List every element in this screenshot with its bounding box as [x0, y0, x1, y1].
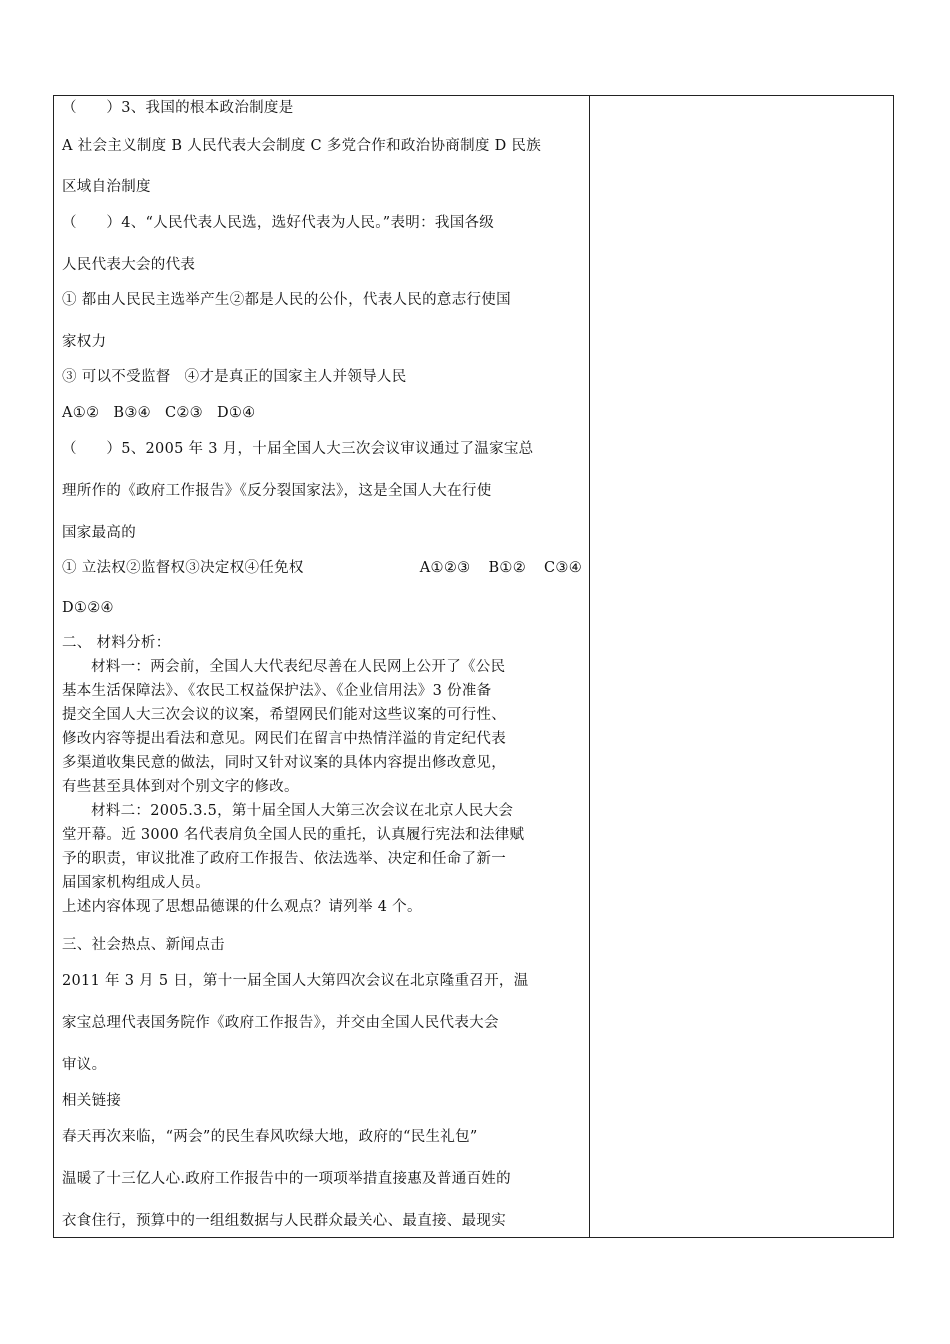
right-cell [590, 96, 893, 1237]
q5-stem-line3: 国家最高的 [62, 525, 136, 541]
q5-stem-line2: 理所作的《政府工作报告》《反分裂国家法》，这是全国人大在行使 [62, 483, 492, 499]
related-links-heading: 相关链接 [62, 1093, 122, 1109]
q3-options-line1: A 社会主义制度 B 人民代表大会制度 C 多党合作和政治协商制度 D 民族 [62, 138, 542, 154]
section2-question: 上述内容体现了思想品德课的什么观点？请列举 4 个。 [62, 899, 422, 915]
q5-items-options [62, 558, 582, 578]
section3-heading: 三、社会热点、新闻点击 [62, 937, 225, 953]
q3-options-line2: 区域自治制度 [62, 179, 151, 195]
section2-heading: 二、 材料分析： [62, 635, 171, 651]
material2-line: 堂开幕。近 3000 名代表肩负全国人民的重托，认真履行宪法和法律赋 [62, 827, 525, 843]
q4-item-line1: ① 都由人民民主选举产生②都是人民的公仆，代表人民的意志行使国 [62, 292, 511, 308]
material1-line: 提交全国人大三次会议的议案，希望网民们能对这些议案的可行性、 [62, 707, 506, 723]
q4-stem-line2: 人民代表大会的代表 [62, 257, 196, 273]
q5-option-a: A①②③ [419, 560, 471, 576]
q4-item-3: ③ 可以不受监督 [62, 369, 171, 385]
material2-line: 材料二：2005.3.5，第十届全国人大第三次会议在北京人民大会 [91, 803, 514, 819]
left-cell [62, 96, 582, 1237]
material2-line: 予的职责，审议批准了政府工作报告、依法选举、决定和任命了新一 [62, 851, 506, 867]
q4-option-a: A①② [62, 405, 100, 421]
material1-line: 多渠道收集民意的做法，同时又针对议案的具体内容提出修改意见， [62, 755, 506, 771]
related-link-line: 温暖了十三亿人心.政府工作报告中的一项项举措直接惠及普通百姓的 [62, 1171, 511, 1187]
material1-line: 修改内容等提出看法和意见。网民们在留言中热情洋溢的肯定纪代表 [62, 731, 506, 747]
news-line: 审议。 [62, 1057, 107, 1073]
material1-line: 材料一：两会前，全国人大代表纪尽善在人民网上公开了《公民 [91, 659, 506, 675]
q4-stem-line1: （ ）4、“人民代表人民选，选好代表为人民。”表明：我国各级 [62, 215, 495, 231]
q4-option-b: B③④ [113, 405, 151, 421]
q5-stem-line1: （ ）5、2005 年 3 月，十届全国人大三次会议审议通过了温家宝总 [62, 441, 534, 457]
q5-items: ① 立法权②监督权③决定权④任免权 [62, 560, 304, 576]
material1-line: 有些甚至具体到对个别文字的修改。 [62, 779, 299, 795]
q4-option-c: C②③ [164, 405, 203, 421]
material2-line: 届国家机构组成人员。 [62, 875, 210, 891]
table-frame [53, 95, 894, 1238]
q5-option-d: D①②④ [62, 600, 114, 616]
related-link-line: 衣食住行，预算中的一组组数据与人民群众最关心、最直接、最现实 [62, 1213, 506, 1229]
q4-option-d: D①④ [216, 405, 256, 421]
q4-item-line2: 家权力 [62, 334, 107, 350]
q4-item-line3 [62, 367, 582, 387]
material1-line: 基本生活保障法》、《农民工权益保护法》、《企业信用法》3 份准备 [62, 683, 492, 699]
news-line: 家宝总理代表国务院作《政府工作报告》，并交由全国人民代表大会 [62, 1015, 499, 1031]
q3-stem: （ ）3、我国的根本政治制度是 [62, 100, 294, 116]
related-link-line: 春天再次来临，“两会”的民生春风吹绿大地，政府的“民生礼包” [62, 1129, 478, 1145]
q4-item-4: ④才是真正的国家主人并领导人民 [184, 369, 407, 385]
q4-options [62, 403, 582, 423]
q5-option-b: B①② [488, 560, 526, 576]
q5-option-c: C③④ [544, 560, 582, 576]
news-line: 2011 年 3 月 5 日，第十一届全国人大第四次会议在北京隆重召开，温 [62, 973, 529, 989]
